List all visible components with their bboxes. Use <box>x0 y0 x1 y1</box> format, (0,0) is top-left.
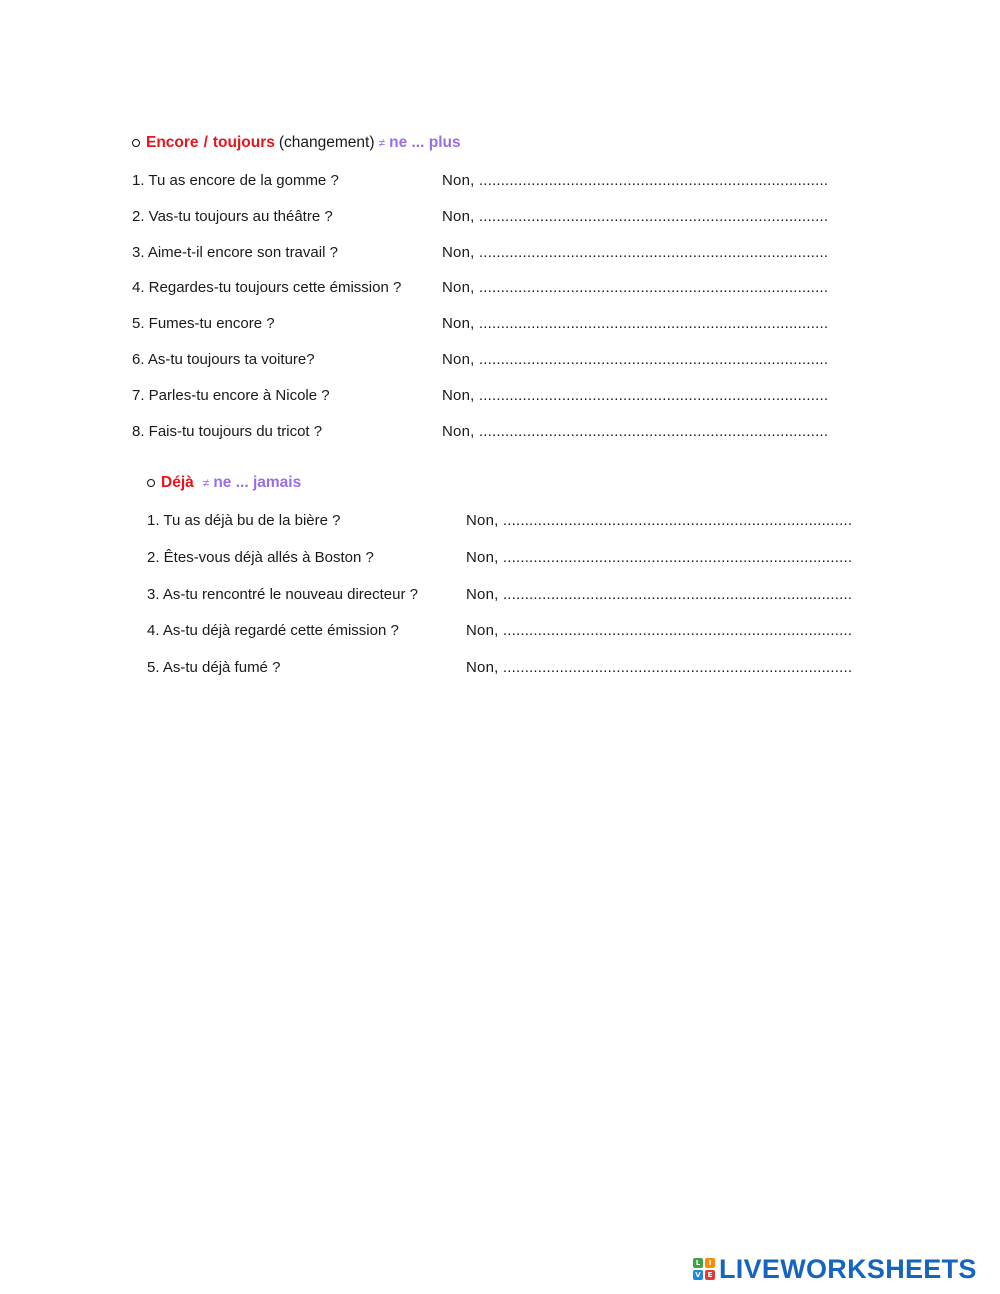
answer-field[interactable]: Non, ................................................................................ <box>442 351 829 368</box>
logo-square: E <box>705 1270 715 1280</box>
question-text: 1. Tu as déjà bu de la bière ? <box>147 512 341 529</box>
logo-square: V <box>693 1270 703 1280</box>
question-text: 2. Êtes-vous déjà allés à Boston ? <box>147 548 374 566</box>
circle-bullet-icon <box>147 479 155 487</box>
title-encore: Encore <box>146 134 199 151</box>
answer-field[interactable]: Non, ................................................................................ <box>442 172 829 189</box>
not-equal-sign: ≠ <box>202 476 210 490</box>
liveworksheets-logo <box>693 1253 977 1284</box>
question-text: 6. As-tu toujours ta voiture? <box>132 351 315 368</box>
answer-field[interactable]: Non, ................................................................................ <box>466 585 853 603</box>
section-deja <box>147 473 887 693</box>
logo-square: I <box>705 1258 715 1268</box>
section-title <box>132 133 852 153</box>
logo-square: L <box>693 1258 703 1268</box>
title-negation: ne ... plus <box>389 134 461 151</box>
answer-field[interactable]: Non, ................................................................................ <box>466 622 853 640</box>
title-separator: / <box>203 134 208 151</box>
question-text: 8. Fais-tu toujours du tricot ? <box>132 422 323 440</box>
answer-field[interactable]: Non, ................................................................................ <box>466 548 853 566</box>
section-encore-toujours <box>132 133 852 453</box>
answer-field[interactable]: Non, ................................................................................ <box>466 659 853 677</box>
question-text: 4. Regardes-tu toujours cette émission ? <box>132 279 402 297</box>
not-equal-sign: ≠ <box>378 136 386 150</box>
section-title <box>147 473 887 493</box>
question-text: 7. Parles-tu encore à Nicole ? <box>132 386 330 404</box>
question-text: 2. Vas-tu toujours au théâtre ? <box>132 207 333 225</box>
answer-field[interactable]: Non, ................................................................................ <box>442 207 829 225</box>
circle-bullet-icon <box>132 139 140 147</box>
answer-field[interactable]: Non, ................................................................................ <box>442 243 829 261</box>
question-text: 3. As-tu rencontré le nouveau directeur ? <box>147 585 418 603</box>
title-deja: Déjà <box>161 474 194 491</box>
answer-field[interactable]: Non, ................................................................................ <box>466 512 853 529</box>
answer-field[interactable]: Non, ................................................................................ <box>442 315 829 333</box>
answer-field[interactable]: Non, ................................................................................ <box>442 386 829 404</box>
question-text: 5. As-tu déjà fumé ? <box>147 659 281 677</box>
logo-text: LIVEWORKSHEETS <box>719 1253 977 1284</box>
question-text: 3. Aime-t-il encore son travail ? <box>132 243 338 261</box>
question-text: 5. Fumes-tu encore ? <box>132 315 275 333</box>
answer-field[interactable]: Non, ................................................................................ <box>442 422 829 440</box>
logo-mark-icon <box>693 1258 715 1280</box>
question-text: 4. As-tu déjà regardé cette émission ? <box>147 622 399 640</box>
question-text: 1. Tu as encore de la gomme ? <box>132 172 339 189</box>
title-paren: (changement) <box>278 134 375 151</box>
answer-field[interactable]: Non, ................................................................................ <box>442 279 829 297</box>
title-negation: ne ... jamais <box>213 474 302 491</box>
title-toujours: toujours <box>212 134 275 151</box>
